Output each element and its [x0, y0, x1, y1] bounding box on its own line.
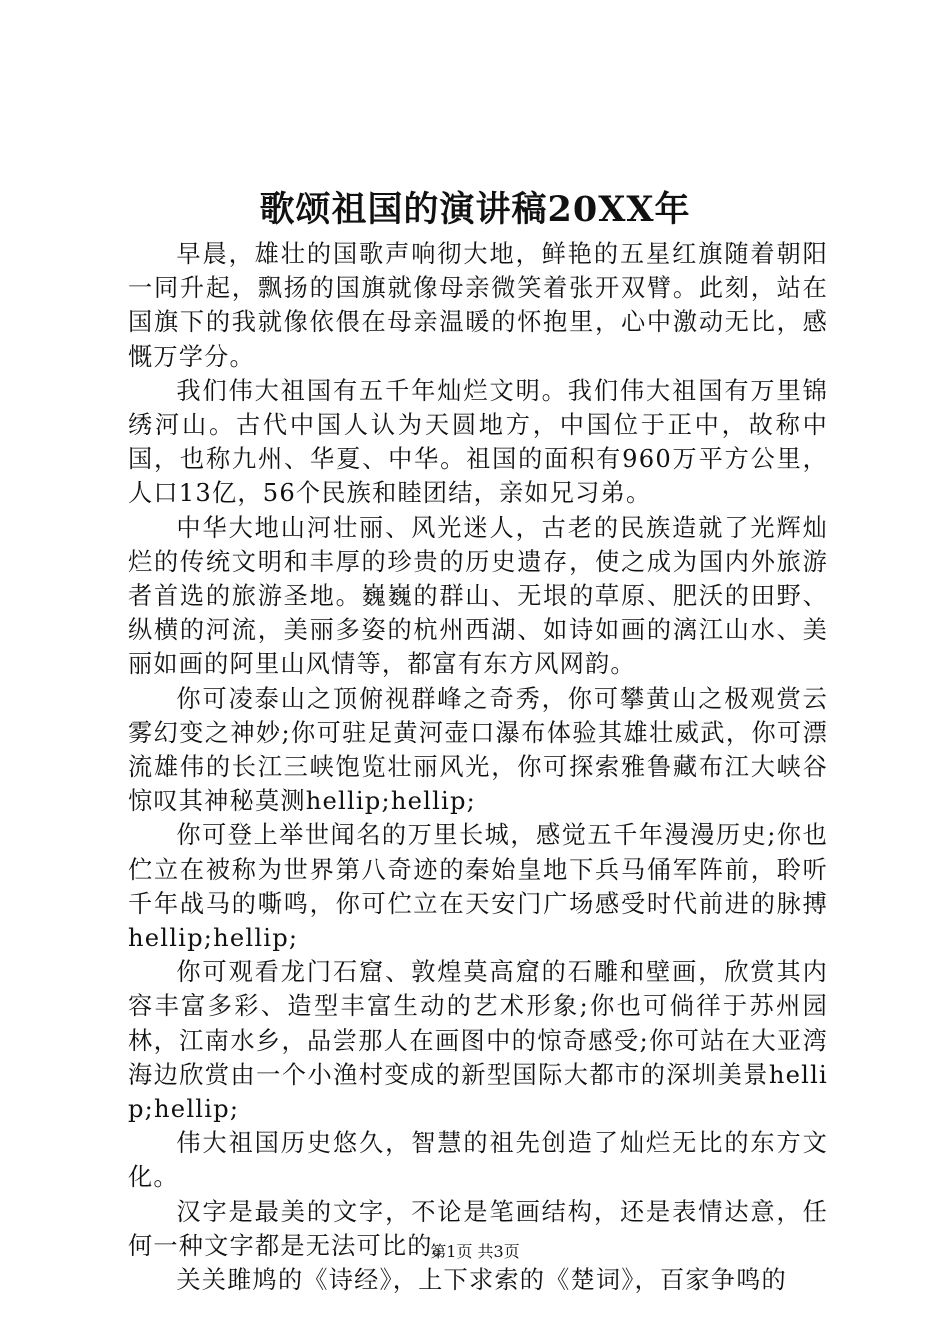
page-footer: 第1页 共3页	[430, 1242, 520, 1261]
document-title: 歌颂祖国的演讲稿20XX年	[259, 189, 691, 230]
paragraph-4: 你可凌泰山之顶俯视群峰之奇秀，你可攀黄山之极观赏云雾幻变之神妙;你可驻足黄河壶口瀑布体验其雄壮威武，你可漂流雄伟的长江三峡饱览壮丽风光，你可探索雅鲁藏布江大峡谷惊叹其神秘莫测hellip;hellip;	[128, 684, 828, 816]
document-body	[128, 237, 828, 1297]
paragraph-1: 早晨，雄壮的国歌声响彻大地，鲜艳的五星红旗随着朝阳一同升起，飘扬的国旗就像母亲微笑着张开双臂。此刻，站在国旗下的我就像依偎在母亲温暖的怀抱里，心中激动无比，感慨万学分。	[128, 240, 828, 371]
paragraph-7: 伟大祖国历史悠久，智慧的祖先创造了灿烂无比的东方文化。	[128, 1129, 828, 1192]
paragraph-3: 中华大地山河壮丽、风光迷人，古老的民族造就了光辉灿烂的传统文明和丰厚的珍贵的历史遗存，使之成为国内外旅游者首选的旅游圣地。巍巍的群山、无垠的草原、肥沃的田野、纵横的河流，美丽多姿的杭州西湖、如诗如画的漓江山水、美丽如画的阿里山风情等，都富有东方风网韵。	[128, 513, 828, 679]
paragraph-8: 汉字是最美的文字，不论是笔画结构，还是表情达意，任何一种文字都是无法可比的。	[128, 1197, 828, 1260]
paragraph-6: 你可观看龙门石窟、敦煌莫高窟的石雕和壁画，欣赏其内容丰富多彩、造型丰富生动的艺术形象;你也可倘徉于苏州园林，江南水乡，品尝那人在画图中的惊奇感受;你可站在大亚湾海边欣赏由一个小渔村变成的新型国际大都市的深圳美景hellip;hellip;	[128, 958, 828, 1124]
paragraph-2: 我们伟大祖国有五千年灿烂文明。我们伟大祖国有万里锦绣河山。古代中国人认为天圆地方，中国位于正中，故称中国，也称九州、华夏、中华。祖国的面积有960万平方公里，人口13亿，56个民族和睦团结，亲如兄习弟。	[128, 376, 828, 508]
paragraph-5: 你可登上举世闻名的万里长城，感觉五千年漫漫历史;你也伫立在被称为世界第八奇迹的秦始皇地下兵马俑军阵前，聆听千年战马的嘶鸣，你可伫立在天安门广场感受时代前进的脉搏hellip;hellip;	[128, 821, 828, 953]
paragraph-9: 关关雎鸠的《诗经》，上下求索的《楚词》，百家争鸣的	[176, 1266, 787, 1295]
